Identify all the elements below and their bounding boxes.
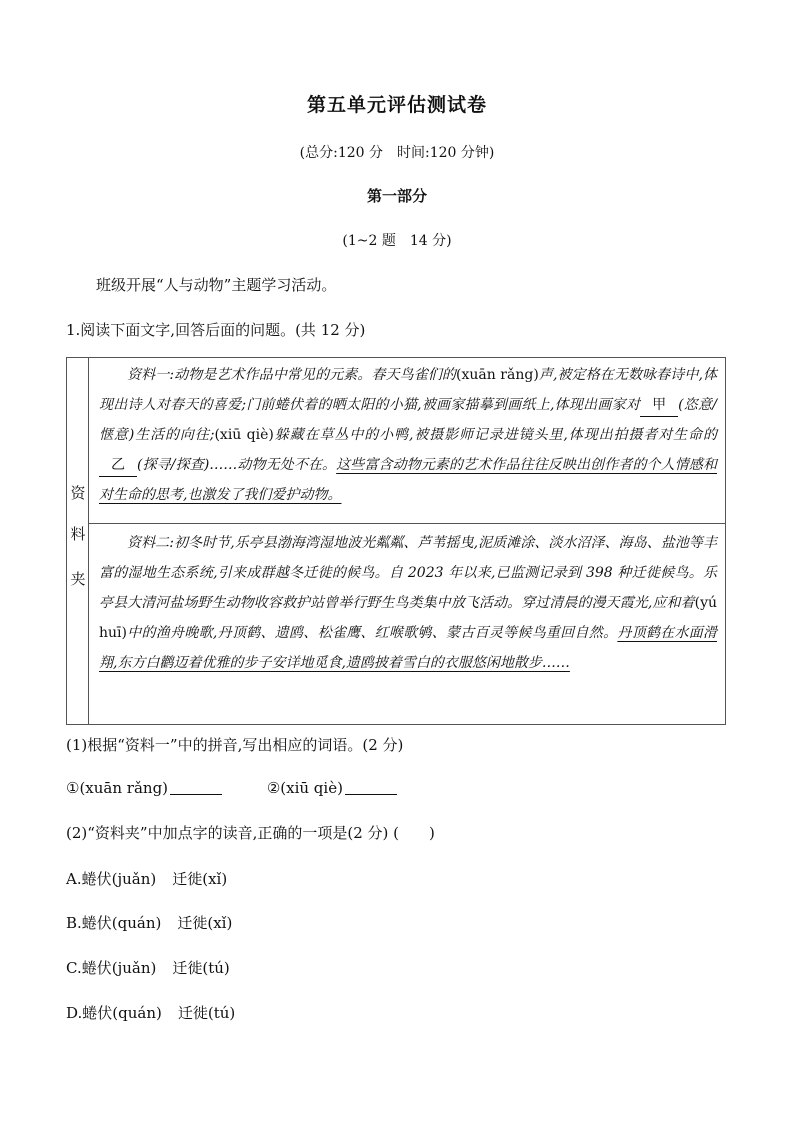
material-side-label [67,358,89,724]
blank-jia: 甲 [640,394,678,417]
page-title: 第五单元评估测试卷 [306,94,487,116]
activity-intro: 班级开展“人与动物”主题学习活动。 [96,276,337,294]
material-divider [89,523,725,524]
sub-question-1: (1)根据“资料一”中的拼音,写出相应的词语。(2 分) [66,736,404,754]
answer-2-label: ②(xiū qiè) [266,779,343,797]
question-range: (1~2 题 14 分) [342,233,452,249]
material-box [66,357,726,725]
material-1: 资料一:动物是艺术作品中常见的元素。春天鸟雀们的(xuān rǎng)声,被定格在无数咏春诗中,体现出诗人对春天的喜爱;门前蜷伏着的晒太阳的小猫,被画家描摹到画纸上,体现出画家对 甲 (恣意/惬意)生活的向往;(xiū qiè)躲藏在草丛中的小鸭,被摄影师记录进镜头里,体现出拍摄者对生命的乙 (探寻/探查)……动物无处不在。这些富含动物元素的艺术作品往往反映出创作者的个人情感和对生命的思考,也激发了我们爱护动物。 [99,367,718,503]
underlined-sentence: 这些富含动物元素的艺术作品往往反映出创作者的个人情感和对生命的思考,也激发了我们爱护动物。 [99,457,718,503]
option-d[interactable]: D.蜷伏(quán) 迁徙(tú) [66,1004,236,1022]
material-2: 资料二:初冬时节,乐亭县渤海湾湿地波光粼粼、芦苇摇曳,泥质滩涂、淡水沼泽、海岛、盐池等丰富的湿地生态系统,引来成群越冬迁徙的候鸟。自 2023 年以来,已监测记录到 398 种迁徙候鸟。乐亭县大清河盐场野生动物收容救护站曾举行野生鸟类集中放飞活动。穿过清晨的漫天霞光,应和着(yú huī)中的渔舟晚歌,丹顶鹤、遗鸥、松雀鹰、红喉歌鸲、蒙古百灵等候鸟重回自然。丹顶鹤在水面滑翔,东方白鹳迈着优雅的步子安详地觅食,遗鸥披着雪白的衣服悠闲地散步…… [99,535,717,671]
answer-blanks [66,779,397,797]
part-heading: 第一部分 [366,187,427,205]
side-char: 资 [70,484,86,502]
blank-yi: 乙 [99,454,137,477]
answer-2-blank[interactable] [345,794,397,795]
answer-1-blank[interactable] [170,794,222,795]
pinyin: (xiū qiè) [214,427,274,443]
exam-meta: (总分:120 分 时间:120 分钟) [299,145,495,161]
option-c[interactable]: C.蜷伏(juǎn) 迁徙(tú) [66,959,230,977]
underlined-sentence: 丹顶鹤在水面滑翔,东方白鹳迈着优雅的步子安详地觅食,遗鸥披着雪白的衣服悠闲地散步…… [99,625,717,671]
side-char: 料 [70,525,86,543]
side-char: 夹 [70,570,86,588]
option-a[interactable]: A.蜷伏(juǎn) 迁徙(xǐ) [66,870,228,888]
pinyin: (xuān rǎng) [456,367,539,383]
sub-question-2: (2)“资料夹”中加点字的读音,正确的一项是(2 分) ( ) [66,824,435,842]
pinyin: (yú huī) [99,595,717,641]
option-b[interactable]: B.蜷伏(quán) 迁徙(xǐ) [66,914,233,932]
question-1-prompt: 1.阅读下面文字,回答后面的问题。(共 12 分) [66,321,366,339]
answer-1-label: ①(xuān rǎng) [66,779,169,797]
